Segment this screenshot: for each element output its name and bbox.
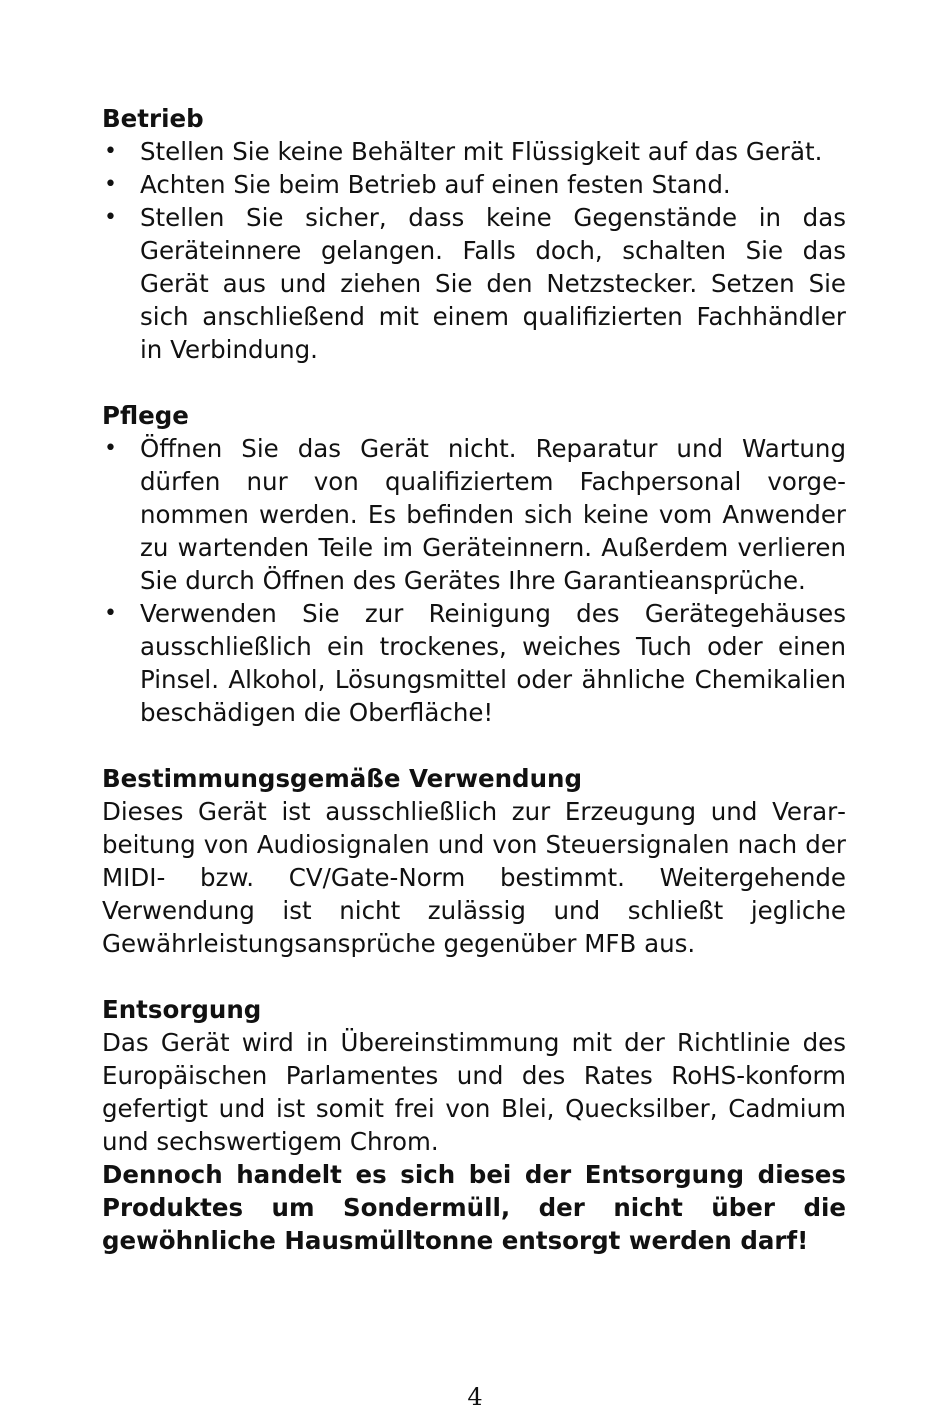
warning-entsorgung: Dennoch handelt es sich bei der Entsorgung dieses Produktes um Sondermüll, der nicht über die gewöhnliche Hausmülltonne entsorgt werden darf! <box>102 1160 846 1255</box>
list-item-text: Stellen Sie sicher, dass keine Gegenstände in das Geräteinnere gelangen. Falls doch, schalten Sie das Gerät aus und ziehen Sie den Netzstecker. Setzen Sie sich anschließend mit einem qualifizierten Fachhändler in Verbindung. <box>140 203 846 364</box>
document-page <box>102 102 846 1257</box>
spacer <box>102 729 846 762</box>
list-betrieb <box>102 135 846 366</box>
list-item <box>102 597 846 729</box>
heading-betrieb: Betrieb <box>102 104 204 133</box>
list-item <box>102 201 846 366</box>
heading-entsorgung: Entsorgung <box>102 995 262 1024</box>
list-item-text: Öffnen Sie das Gerät nicht. Reparatur und Wartung dürfen nur von qualifiziertem Fachpersonal vorgenommen werden. Es befinden sich keine vom Anwender zu wartenden Teile im Geräteinnern. Außerdem verlieren Sie durch Öffnen des Gerätes Ihre Garantieansprüche. <box>140 434 846 595</box>
list-item-text: Achten Sie beim Betrieb auf einen festen Stand. <box>140 170 731 199</box>
list-item <box>102 135 846 168</box>
list-pflege <box>102 432 846 729</box>
page-number: 4 <box>467 1383 483 1411</box>
paragraph-verwendung: Dieses Gerät ist ausschließlich zur Erzeugung und Verarbeitung von Audiosignalen und von Steuersignalen nach der MIDI- bzw. CV/Gate-Norm bestimmt. Weitergehende Verwendung ist nicht zulässig und schließt jegliche Gewährleistungsansprüche gegenüber MFB aus. <box>102 797 846 958</box>
list-item-text: Stellen Sie keine Behälter mit Flüssigkeit auf das Gerät. <box>140 137 823 166</box>
heading-pflege: Pflege <box>102 401 189 430</box>
list-item-text: Verwenden Sie zur Reinigung des Gerätegehäuses ausschließlich ein trockenes, weiches Tuch oder einen Pinsel. Alkohol, Lösungsmittel oder ähnliche Chemikalien beschädigen die Oberfläche! <box>140 599 846 727</box>
list-item <box>102 432 846 597</box>
list-item <box>102 168 846 201</box>
spacer <box>102 960 846 993</box>
spacer <box>102 366 846 399</box>
paragraph-entsorgung: Das Gerät wird in Übereinstimmung mit der Richtlinie des Europäischen Parlamentes und des Rates RoHS-konform gefertigt und ist somit frei von Blei, Quecksilber, Cadmium und sechswertigem Chrom. <box>102 1028 846 1156</box>
heading-verwendung: Bestimmungsgemäße Verwendung <box>102 764 582 793</box>
